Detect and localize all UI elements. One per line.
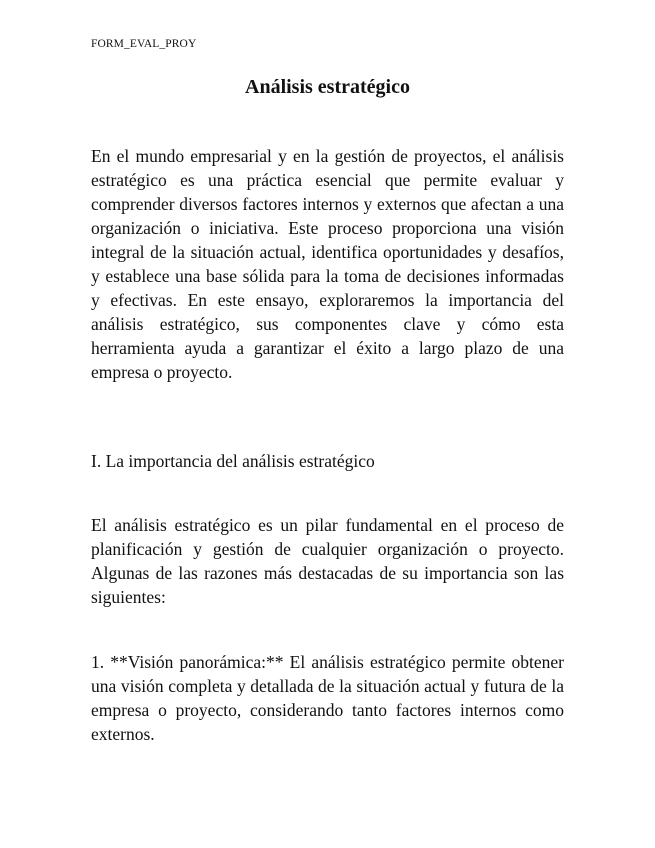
document-header-code: FORM_EVAL_PROY xyxy=(91,38,197,50)
list-item-1: 1. **Visión panorámica:** El análisis estratégico permite obtener una visión completa y detallada de la situación actual y futura de la empresa o proyecto, considerando tanto factores internos como externos. xyxy=(91,652,564,744)
intro-paragraph: En el mundo empresarial y en la gestión de proyectos, el análisis estratégico es una práctica esencial que permite evaluar y comprender diversos factores internos y externos que afectan a una organización o iniciativa. Este proceso proporciona una visión integral de la situación actual, identifica oportunidades y desafíos, y establece una base sólida para la toma de decisiones informadas y efectivas. En este ensayo, exploraremos la importancia del análisis estratégico, sus componentes clave y cómo esta herramienta ayuda a garantizar el éxito a largo plazo de una empresa o proyecto. xyxy=(91,146,564,382)
document-title: Análisis estratégico xyxy=(245,76,410,98)
section-paragraph: El análisis estratégico es un pilar fundamental en el proceso de planificación y gestión de cualquier organización o proyecto. Algunas de las razones más destacadas de su importancia son las siguientes: xyxy=(91,515,564,607)
section-heading: I. La importancia del análisis estratégico xyxy=(91,451,375,471)
